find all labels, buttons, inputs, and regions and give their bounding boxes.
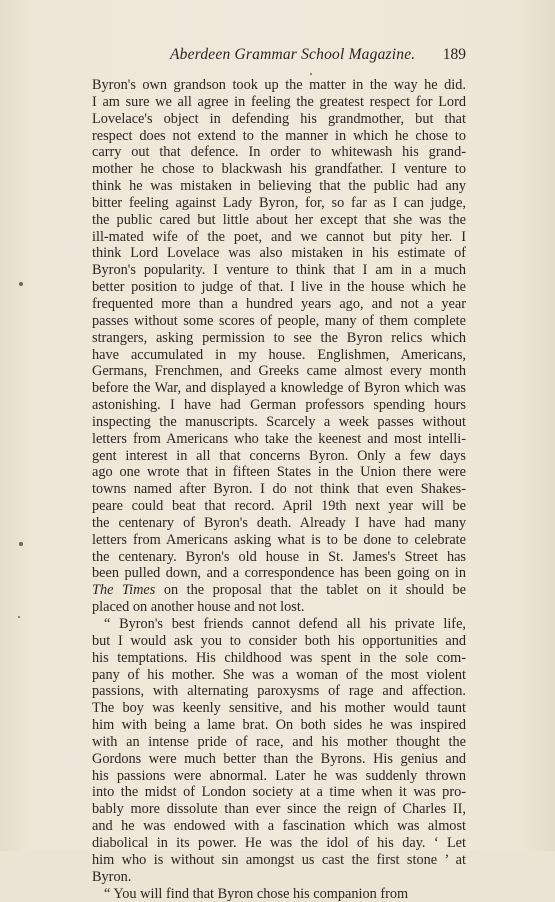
text-line: Germans, Frenchmen, and Greeks came almost every month bbox=[92, 363, 466, 380]
text-line: mother he chose to blackwash his grandfather. I venture to bbox=[92, 161, 466, 178]
text-line: passes without some scores of people, many of them complete bbox=[92, 313, 466, 330]
text-line: placed on another house and not lost. bbox=[92, 599, 466, 616]
text-line: inspecting the manuscripts. Scarcely a week passes without bbox=[92, 414, 466, 431]
text-line: before the War, and displayed a knowledge of Byron which was bbox=[92, 380, 466, 397]
paragraph bbox=[92, 886, 466, 902]
text-line: diabolical in its power. He was the idol of his day. ‘ Let bbox=[92, 835, 466, 852]
text-line: frequented more than a hundred years ago, and not a year bbox=[92, 296, 466, 313]
article-body bbox=[92, 77, 466, 902]
text-line: The Times on the proposal that the tablet on it should be bbox=[92, 582, 466, 599]
text-line: better position to judge of that. I live in the house which he bbox=[92, 279, 466, 296]
text-line: carry out that defence. In order to whitewash his grand- bbox=[92, 144, 466, 161]
margin-speck bbox=[19, 542, 23, 546]
text-line: Byron's popularity. I venture to think that I am in a much bbox=[92, 262, 466, 279]
paragraph bbox=[92, 616, 466, 886]
text-line: Gordons were much better than the Byrons. His genius and bbox=[92, 751, 466, 768]
text-line: his temptations. His childhood was spent in the sole com- bbox=[92, 650, 466, 667]
text-line: the public cared but little about her except that she was the bbox=[92, 212, 466, 229]
text-line: him who is without sin amongst us cast the first stone ’ at bbox=[92, 852, 466, 869]
text-line: letters from Americans who take the keenest and most intelli- bbox=[92, 431, 466, 448]
text-line: ill-mated wife of the poet, and we cannot but pity her. I bbox=[92, 229, 466, 246]
text-line: peare could beat that record. April 19th next year will be bbox=[92, 498, 466, 515]
text-line: respect does not extend to the manner in which he chose to bbox=[92, 128, 466, 145]
text-line: with an intense pride of race, and his mother thought the bbox=[92, 734, 466, 751]
text-line: Byron. bbox=[92, 869, 466, 886]
text-line: him with being a lame brat. On both sides he was inspired bbox=[92, 717, 466, 734]
text-line: strangers, asking permission to see the Byron relics which bbox=[92, 330, 466, 347]
newspaper-title: The Times bbox=[92, 582, 155, 598]
text-line: ago one wrote that in fifteen States in the Union there were bbox=[92, 464, 466, 481]
text-line: think Lord Lovelace was also mistaken in his estimate of bbox=[92, 245, 466, 262]
text-line: have accumulated in my house. Englishmen, Americans, bbox=[92, 347, 466, 364]
page-header bbox=[92, 46, 466, 66]
text-line: “ Byron's best friends cannot defend all his private life, bbox=[92, 616, 466, 633]
text-line: his passions were abnormal. Later he was suddenly thrown bbox=[92, 768, 466, 785]
text-line: Lovelace's object in defending his grandmother, but that bbox=[92, 111, 466, 128]
text-line: Byron's own grandson took up the matter in the way he did. bbox=[92, 77, 466, 94]
text-line: bably more dissolute than ever since the reign of Charles II, bbox=[92, 801, 466, 818]
text-line: passions, with alternating paroxysms of rage and affection. bbox=[92, 683, 466, 700]
text-line: the centenary. Byron's old house in St. James's Street has bbox=[92, 549, 466, 566]
text-line: gent interest in all that concerns Byron. Only a few days bbox=[92, 448, 466, 465]
text-line: into the midst of London society at a time when it was pro- bbox=[92, 784, 466, 801]
margin-speck bbox=[18, 616, 20, 618]
text-line: I am sure we all agree in feeling the greatest respect for Lord bbox=[92, 94, 466, 111]
text-line: towns named after Byron. I do not think that even Shakes- bbox=[92, 481, 466, 498]
text-line: letters from Americans asking what is to be done to celebrate bbox=[92, 532, 466, 549]
margin-speck bbox=[19, 282, 23, 286]
text-line: think he was mistaken in believing that the public had any bbox=[92, 178, 466, 195]
text-line: astonishing. I have had German professors spending hours bbox=[92, 397, 466, 414]
running-title: Aberdeen Grammar School Magazine. bbox=[170, 46, 415, 64]
text-line: but I would ask you to consider both his opportunities and bbox=[92, 633, 466, 650]
text-line: pany of his mother. She was a woman of the most violent bbox=[92, 667, 466, 684]
margin-speck bbox=[310, 73, 312, 75]
text-line: the centenary of Byron's death. Already I have had many bbox=[92, 515, 466, 532]
page-number: 189 bbox=[443, 46, 466, 64]
text-line: and he was endowed with a fascination which was almost bbox=[92, 818, 466, 835]
text-line: “ You will find that Byron chose his companion from bbox=[92, 886, 466, 902]
text-line: The boy was keenly sensitive, and his mother would taunt bbox=[92, 700, 466, 717]
paragraph bbox=[92, 77, 466, 616]
text-line: been pulled down, and a correspondence has been going on in bbox=[92, 565, 466, 582]
text-line: bitter feeling against Lady Byron, for, so far as I can judge, bbox=[92, 195, 466, 212]
